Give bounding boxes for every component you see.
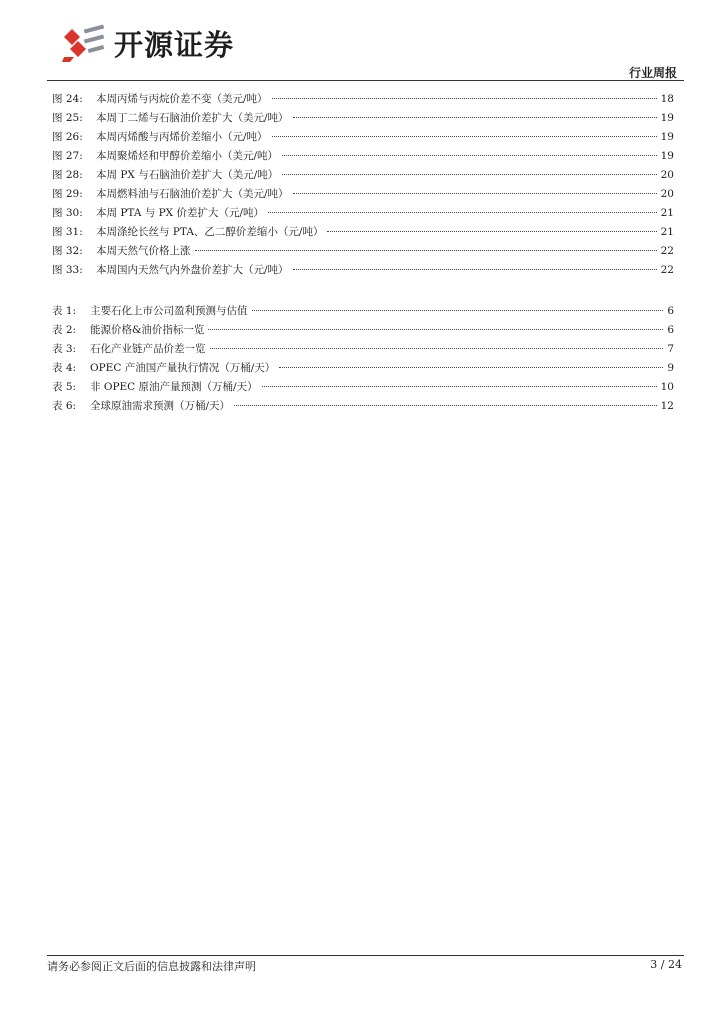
toc-entry-page: 19 (660, 131, 674, 143)
toc-entry-title: 本周聚烯烃和甲醇价差缩小（美元/吨） (96, 150, 279, 162)
toc-entry-page: 21 (660, 207, 674, 219)
dot-leader (282, 155, 657, 156)
toc-entry-page: 22 (660, 245, 674, 257)
toc-entry-title: 本周丙烯酸与丙烯价差缩小（元/吨） (96, 131, 268, 143)
toc-entry-title: 全球原油需求预测（万桶/天） (90, 400, 231, 412)
toc-entry[interactable] (52, 242, 674, 261)
toc-entry[interactable] (52, 397, 674, 416)
toc-entry[interactable] (52, 90, 674, 109)
toc-entry[interactable] (52, 166, 674, 185)
toc-entry-title: 本周 PX 与石脑油价差扩大（美元/吨） (96, 169, 279, 181)
dot-leader (282, 174, 656, 175)
toc-entry-number: 表 3: (52, 343, 77, 355)
toc-entry[interactable] (52, 302, 674, 321)
toc-entry[interactable] (52, 223, 674, 242)
toc-entry-page: 21 (660, 226, 674, 238)
page-number: 3 / 24 (650, 958, 682, 971)
toc-entry-page: 20 (660, 188, 674, 200)
dot-leader (293, 193, 657, 194)
toc-entry[interactable] (52, 359, 674, 378)
toc-entry-title: 本周天然气价格上涨 (96, 245, 191, 257)
toc-entry-page: 9 (667, 362, 674, 374)
toc-entry[interactable] (52, 378, 674, 397)
dot-leader (252, 310, 664, 311)
toc-entry-page: 19 (660, 150, 674, 162)
dot-leader (210, 348, 664, 349)
toc-entry-title: 本周丙烯与丙烷价差不变（美元/吨） (96, 93, 268, 105)
toc-entry-number: 图 27: (52, 150, 83, 162)
toc-entry-page: 20 (660, 169, 674, 181)
dot-leader (268, 212, 657, 213)
dot-leader (293, 269, 657, 270)
toc-entry-title: 主要石化上市公司盈利预测与估值 (90, 305, 248, 317)
figure-list (52, 90, 674, 280)
dot-leader (327, 231, 656, 232)
dot-leader (195, 250, 657, 251)
toc-entry-number: 图 26: (52, 131, 83, 143)
toc-entry[interactable] (52, 340, 674, 359)
toc-entry[interactable] (52, 128, 674, 147)
dot-leader (262, 386, 657, 387)
toc-entry-number: 图 29: (52, 188, 83, 200)
toc-entry-number: 图 28: (52, 169, 83, 181)
toc-entry-page: 6 (667, 305, 674, 317)
kaiyuan-securities-logo-icon (62, 23, 106, 63)
toc-entry-number: 表 5: (52, 381, 77, 393)
toc-entry-page: 10 (660, 381, 674, 393)
logo-text: 开源证券 (114, 27, 235, 62)
toc-entry-number: 图 31: (52, 226, 83, 238)
dot-leader (293, 117, 657, 118)
toc-entry-number: 图 24: (52, 93, 83, 105)
toc-entry-number: 图 25: (52, 112, 83, 124)
toc-entry[interactable] (52, 261, 674, 280)
toc-entry-title: 非 OPEC 原油产量预测（万桶/天） (90, 381, 258, 393)
dot-leader (279, 367, 663, 368)
toc-entry-title: 石化产业链产品价差一览 (90, 343, 206, 355)
toc-entry-title: 本周 PTA 与 PX 价差扩大（元/吨） (96, 207, 265, 219)
table-list (52, 302, 674, 416)
toc-entry-title: 能源价格&油价指标一览 (90, 324, 205, 336)
toc-entry[interactable] (52, 185, 674, 204)
toc-entry-number: 图 30: (52, 207, 83, 219)
toc-entry-page: 12 (660, 400, 674, 412)
footer-divider (47, 955, 684, 956)
toc-entry-number: 表 1: (52, 305, 77, 317)
toc-entry-number: 表 6: (52, 400, 77, 412)
toc-entry-number: 图 33: (52, 264, 83, 276)
toc-entry[interactable] (52, 147, 674, 166)
toc-entry-page: 6 (667, 324, 674, 336)
toc-entry-page: 19 (660, 112, 674, 124)
toc-entry-page: 18 (660, 93, 674, 105)
toc-entry-number: 表 2: (52, 324, 77, 336)
toc-entry[interactable] (52, 109, 674, 128)
logo (62, 22, 282, 64)
toc-entry-title: OPEC 产油国产量执行情况（万桶/天） (90, 362, 276, 374)
toc-entry-number: 表 4: (52, 362, 77, 374)
report-type-label: 行业周报 (628, 66, 677, 80)
toc-entry[interactable] (52, 204, 674, 223)
toc-entry-title: 本周涤纶长丝与 PTA、乙二醇价差缩小（元/吨） (96, 226, 324, 238)
toc-entry-title: 本周燃料油与石脑油价差扩大（美元/吨） (96, 188, 289, 200)
footer-disclaimer: 请务必参阅正文后面的信息披露和法律声明 (47, 960, 256, 973)
page-header (0, 0, 724, 82)
dot-leader (272, 98, 657, 99)
toc-entry-title: 本周丁二烯与石脑油价差扩大（美元/吨） (96, 112, 289, 124)
dot-leader (234, 405, 657, 406)
toc-entry-title: 本周国内天然气内外盘价差扩大（元/吨） (96, 264, 289, 276)
dot-leader (272, 136, 657, 137)
header-divider (47, 80, 684, 81)
toc-entry-number: 图 32: (52, 245, 83, 257)
toc-entry[interactable] (52, 321, 674, 340)
dot-leader (208, 329, 663, 330)
toc-entry-page: 7 (667, 343, 674, 355)
toc-entry-page: 22 (660, 264, 674, 276)
